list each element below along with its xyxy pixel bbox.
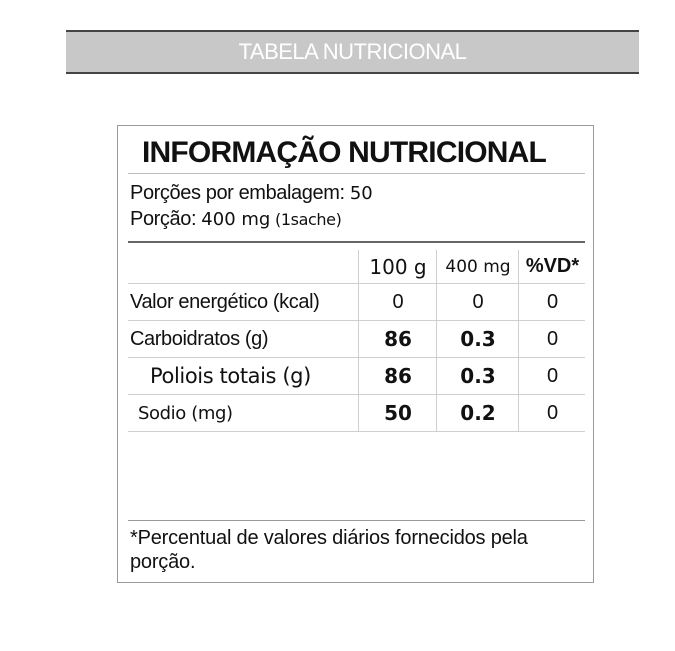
nutrient-name: Sodio (mg) <box>138 402 233 424</box>
portion-note: (1sache) <box>270 210 342 229</box>
value-per-portion: 0.2 <box>460 401 496 425</box>
table-header-row <box>128 250 585 284</box>
value-daily: 0 <box>546 327 559 350</box>
portion-label: Porção: <box>130 208 202 230</box>
value-per-portion: 0.3 <box>460 327 496 351</box>
nutrition-facts-panel <box>117 125 594 583</box>
servings-value: 50 <box>349 183 373 204</box>
servings-label: Porções por embalagem: <box>130 182 350 204</box>
footnote: *Percentual de valores diários fornecidos pela porção. <box>130 527 528 573</box>
table-row <box>128 321 585 358</box>
portion-value: 400 mg <box>201 209 271 230</box>
header-daily-value: %VD* <box>525 255 580 277</box>
value-per-100g: 86 <box>384 364 412 388</box>
value-per-portion: 0.3 <box>460 364 496 388</box>
portion-size <box>130 208 341 231</box>
header-per-100g: 100 g <box>369 254 427 279</box>
section-banner <box>66 30 639 74</box>
servings-per-package <box>130 182 373 205</box>
table-row <box>128 284 585 321</box>
table-row <box>128 395 585 432</box>
panel-title: INFORMAÇÃO NUTRICIONAL <box>142 136 547 169</box>
header-per-portion: 400 mg <box>445 256 511 277</box>
value-daily: 0 <box>546 401 559 424</box>
value-per-100g: 50 <box>384 401 412 425</box>
nutrient-name: Poliois totais (g) <box>150 364 311 388</box>
value-per-portion: 0 <box>472 290 484 313</box>
footnote-divider <box>128 520 585 521</box>
nutrient-name: Carboidratos (g) <box>130 327 269 350</box>
banner-title: TABELA NUTRICIONAL <box>238 39 467 64</box>
value-daily: 0 <box>546 290 559 313</box>
value-daily: 0 <box>546 364 559 387</box>
value-per-100g: 86 <box>384 327 412 351</box>
nutrient-name: Valor energético (kcal) <box>130 290 320 313</box>
header-divider <box>128 241 585 243</box>
title-divider <box>128 173 585 174</box>
value-per-100g: 0 <box>392 290 404 313</box>
nutrition-table <box>128 250 585 432</box>
header-nutrient <box>130 250 358 283</box>
table-row <box>128 358 585 395</box>
